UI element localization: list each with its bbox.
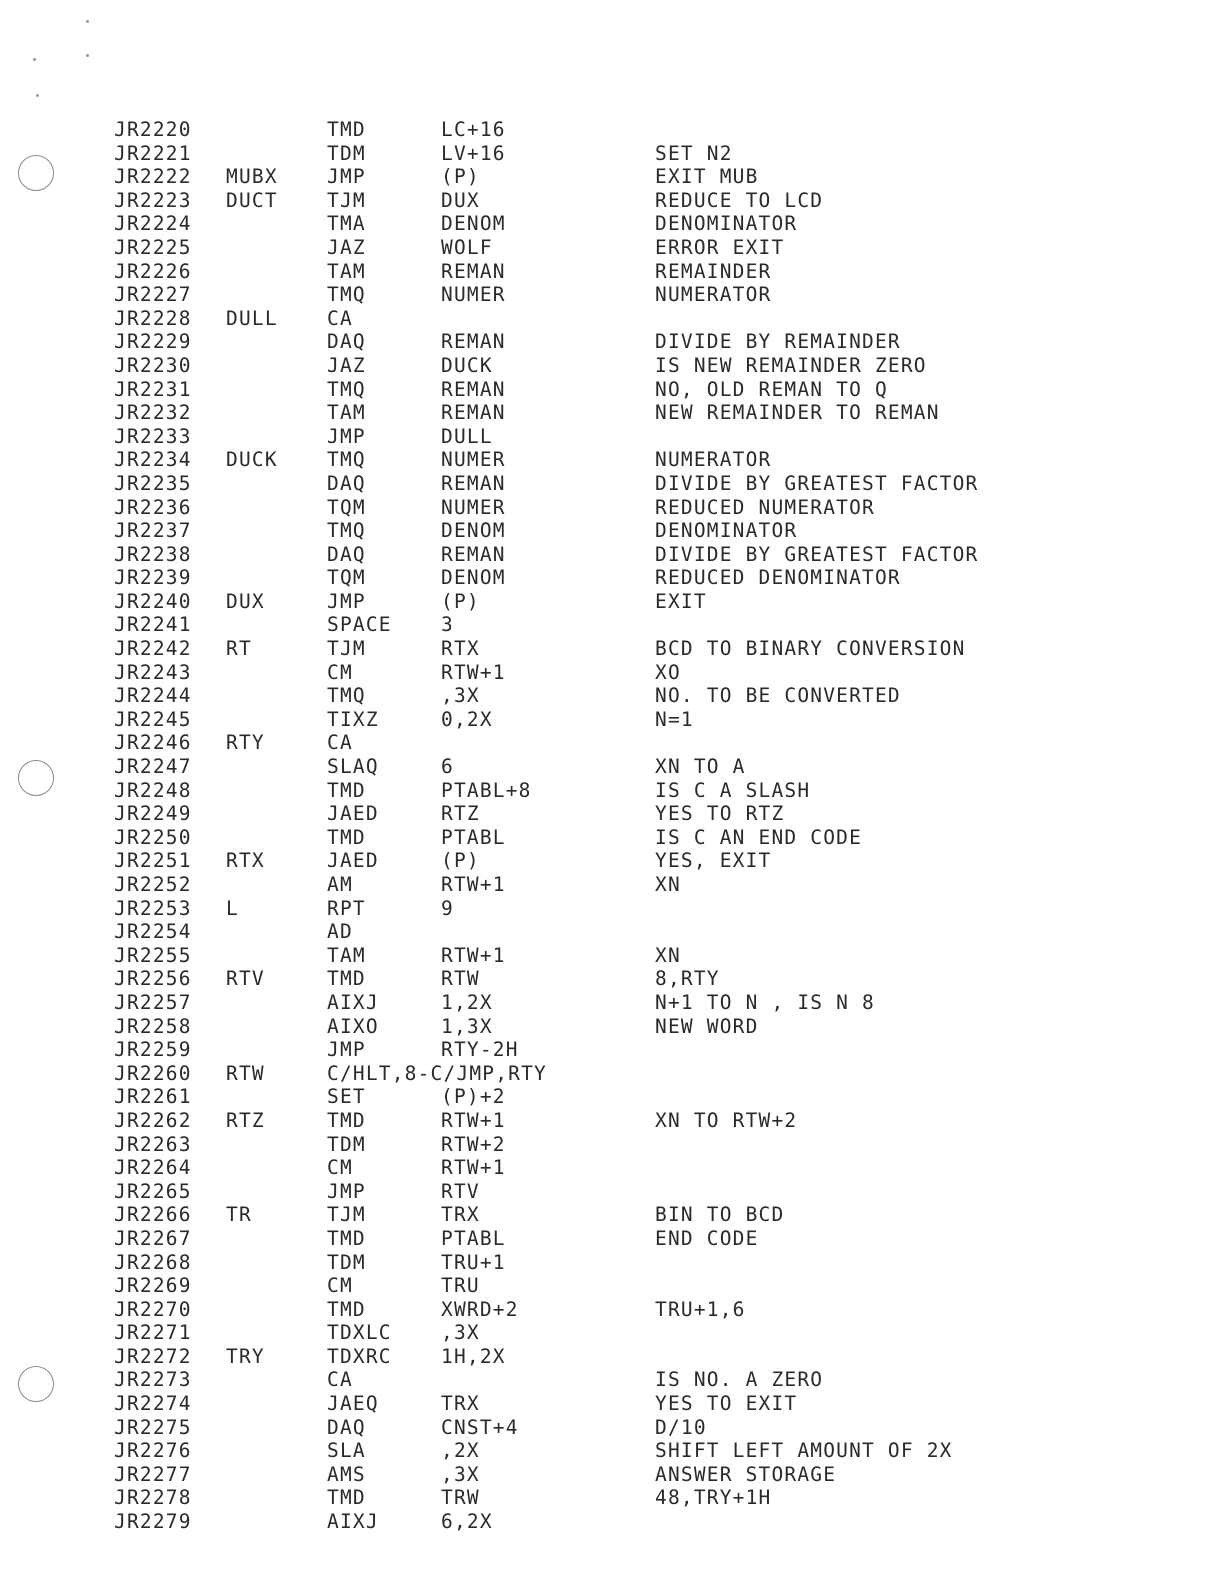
comment-text: NO. TO BE CONVERTED <box>655 684 901 708</box>
operand-field: RTW+2 <box>441 1132 506 1156</box>
sequence-number: JR2229 <box>114 330 192 354</box>
sequence-number: JR2248 <box>114 778 192 802</box>
comment-text: XO <box>655 660 681 684</box>
operation-code: TAM <box>327 401 366 425</box>
symbol-label: RTY <box>226 731 265 755</box>
listing-line <box>0 1203 1224 1227</box>
sequence-number: JR2261 <box>114 1085 192 1109</box>
sequence-number: JR2258 <box>114 1014 192 1038</box>
sequence-number: JR2262 <box>114 1108 192 1132</box>
listing-line <box>0 1274 1224 1298</box>
comment-text: TRU+1,6 <box>655 1297 746 1321</box>
operand-field: 1,2X <box>441 990 493 1014</box>
comment-text: YES TO EXIT <box>655 1392 798 1416</box>
operation-code: CM <box>327 1274 353 1298</box>
operand-field: ,2X <box>441 1439 480 1463</box>
sequence-number: JR2223 <box>114 188 192 212</box>
operation-code: TDM <box>327 1250 366 1274</box>
operand-field: (P) <box>441 849 480 873</box>
comment-text: DENOMINATOR <box>655 212 798 236</box>
listing-line <box>0 1368 1224 1392</box>
operation-code: TMD <box>327 1226 366 1250</box>
listing-line <box>0 684 1224 708</box>
sequence-number: JR2260 <box>114 1061 192 1085</box>
operation-code: SLA <box>327 1439 366 1463</box>
operation-code: JMP <box>327 165 366 189</box>
operation-code: TJM <box>327 637 366 661</box>
operand-field: RTX <box>441 637 480 661</box>
listing-line <box>0 496 1224 520</box>
sequence-number: JR2264 <box>114 1156 192 1180</box>
symbol-label: RTW <box>226 1061 265 1085</box>
operand-field: RTW+1 <box>441 943 506 967</box>
comment-text: BIN TO BCD <box>655 1203 785 1227</box>
sequence-number: JR2221 <box>114 141 192 165</box>
operand-field: LV+16 <box>441 141 506 165</box>
listing-line <box>0 897 1224 921</box>
operand-field: ,3X <box>441 684 480 708</box>
operation-code: TMD <box>327 778 366 802</box>
operand-field: ,3X <box>441 1321 480 1345</box>
sequence-number: JR2240 <box>114 589 192 613</box>
sequence-number: JR2278 <box>114 1486 192 1510</box>
listing-line <box>0 661 1224 685</box>
comment-text: NEW WORD <box>655 1014 759 1038</box>
operation-code: TDM <box>327 141 366 165</box>
operation-code: TMD <box>327 1108 366 1132</box>
operation-code: TMD <box>327 967 366 991</box>
operand-field: RTV <box>441 1179 480 1203</box>
sequence-number: JR2268 <box>114 1250 192 1274</box>
sequence-number: JR2271 <box>114 1321 192 1345</box>
operand-field: (P) <box>441 165 480 189</box>
listing-line <box>0 1392 1224 1416</box>
comment-text: ERROR EXIT <box>655 235 785 259</box>
sequence-number: JR2239 <box>114 566 192 590</box>
listing-line <box>0 1486 1224 1510</box>
operation-code: SPACE <box>327 613 392 637</box>
sequence-number: JR2230 <box>114 353 192 377</box>
operation-code: JMP <box>327 1179 366 1203</box>
listing-line <box>0 378 1224 402</box>
operation-code: TDM <box>327 1132 366 1156</box>
operand-field: ,3X <box>441 1462 480 1486</box>
listing-line <box>0 1439 1224 1463</box>
operation-code: TJM <box>327 188 366 212</box>
comment-text: NO, OLD REMAN TO Q <box>655 377 888 401</box>
listing-line <box>0 1109 1224 1133</box>
listing-line <box>0 637 1224 661</box>
sequence-number: JR2259 <box>114 1038 192 1062</box>
sequence-number: JR2246 <box>114 731 192 755</box>
scan-speck <box>33 58 36 61</box>
comment-text: N+1 TO N , IS N 8 <box>655 990 875 1014</box>
comment-text: D/10 <box>655 1415 707 1439</box>
listing-line <box>0 425 1224 449</box>
sequence-number: JR2254 <box>114 920 192 944</box>
listing-line <box>0 330 1224 354</box>
operand-field: LC+16 <box>441 118 506 141</box>
operation-code: TDXRC <box>327 1344 392 1368</box>
comment-text: YES TO RTZ <box>655 802 785 826</box>
listing-line <box>0 401 1224 425</box>
operand-field: DULL <box>441 424 493 448</box>
comment-text: XN <box>655 873 681 896</box>
sequence-number: JR2270 <box>114 1297 192 1321</box>
sequence-number: JR2241 <box>114 613 192 637</box>
listing-line <box>0 1038 1224 1062</box>
sequence-number: JR2234 <box>114 448 192 472</box>
operand-field: (P) <box>441 589 480 613</box>
operand-field: REMAN <box>441 542 506 566</box>
comment-text: ANSWER STORAGE <box>655 1462 837 1486</box>
operation-code: AIXO <box>327 1014 379 1038</box>
comment-text: NEW REMAINDER TO REMAN <box>655 401 940 425</box>
listing-line <box>0 1062 1224 1086</box>
operand-field: RTW <box>441 967 480 991</box>
comment-text: END CODE <box>655 1226 759 1250</box>
comment-text: IS NEW REMAINDER ZERO <box>655 353 927 377</box>
listing-line <box>0 1298 1224 1322</box>
comment-text: SHIFT LEFT AMOUNT OF 2X <box>655 1439 953 1463</box>
sequence-number: JR2273 <box>114 1368 192 1392</box>
operand-field: CNST+4 <box>441 1415 519 1439</box>
symbol-label: DUCT <box>226 188 278 212</box>
operation-code: JAEQ <box>327 1392 379 1416</box>
listing-line <box>0 590 1224 614</box>
listing-line <box>0 1085 1224 1109</box>
listing-line <box>0 708 1224 732</box>
operand-field: DENOM <box>441 212 506 236</box>
symbol-label: MUBX <box>226 165 278 189</box>
sequence-number: JR2226 <box>114 259 192 283</box>
sequence-number: JR2243 <box>114 660 192 684</box>
sequence-number: JR2256 <box>114 967 192 991</box>
operand-field: 6 <box>441 755 454 779</box>
listing-line <box>0 519 1224 543</box>
symbol-label: TRY <box>226 1344 265 1368</box>
operand-field: TRU <box>441 1274 480 1298</box>
operand-field: RTZ <box>441 802 480 826</box>
scan-speck <box>86 20 89 23</box>
operation-code: JMP <box>327 1038 366 1062</box>
listing-line <box>0 1345 1224 1369</box>
comment-text: REDUCED DENOMINATOR <box>655 566 901 590</box>
operand-field: REMAN <box>441 259 506 283</box>
operand-field: DUX <box>441 188 480 212</box>
operation-code: DAQ <box>327 471 366 495</box>
operand-field: 9 <box>441 896 454 920</box>
operation-code: AMS <box>327 1462 366 1486</box>
operation-code: AIXJ <box>327 990 379 1014</box>
operation-code: TMQ <box>327 448 366 472</box>
operand-field: NUMER <box>441 283 506 307</box>
operand-field: REMAN <box>441 471 506 495</box>
symbol-label: DUX <box>226 589 265 613</box>
comment-text: EXIT <box>655 589 707 613</box>
sequence-number: JR2224 <box>114 212 192 236</box>
operation-code: TMQ <box>327 283 366 307</box>
comment-text: XN TO A <box>655 755 746 779</box>
comment-text: SET N2 <box>655 141 733 165</box>
sequence-number: JR2244 <box>114 684 192 708</box>
listing-line <box>0 448 1224 472</box>
listing-line <box>0 189 1224 213</box>
listing-line <box>0 1180 1224 1204</box>
sequence-number: JR2228 <box>114 306 192 330</box>
symbol-label: TR <box>226 1203 252 1227</box>
operand-field: 3 <box>441 613 454 637</box>
sequence-number: JR2250 <box>114 825 192 849</box>
operation-code: TJM <box>327 1203 366 1227</box>
listing-line <box>0 212 1224 236</box>
operation-code: CM <box>327 1156 353 1180</box>
sequence-number: JR2220 <box>114 118 192 141</box>
comment-text: N=1 <box>655 707 694 731</box>
operation-code: TIXZ <box>327 707 379 731</box>
operand-field: TRW <box>441 1486 480 1510</box>
sequence-number: JR2272 <box>114 1344 192 1368</box>
sequence-number: JR2237 <box>114 519 192 543</box>
operation-code: JMP <box>327 589 366 613</box>
comment-text: DIVIDE BY GREATEST FACTOR <box>655 542 979 566</box>
operand-field: DUCK <box>441 353 493 377</box>
listing-line <box>0 1416 1224 1440</box>
sequence-number: JR2235 <box>114 471 192 495</box>
operation-code: AM <box>327 873 353 896</box>
operation-code: TMD <box>327 1486 366 1510</box>
scan-speck <box>36 94 39 97</box>
listing-line <box>0 1321 1224 1345</box>
operation-code: TDXLC <box>327 1321 392 1345</box>
operand-field: RTW+1 <box>441 1108 506 1132</box>
operand-field: RTW+1 <box>441 1156 506 1180</box>
sequence-number: JR2249 <box>114 802 192 826</box>
listing-line <box>0 142 1224 166</box>
symbol-label: DUCK <box>226 448 278 472</box>
comment-text: DENOMINATOR <box>655 519 798 543</box>
operand-field: (P)+2 <box>441 1085 506 1109</box>
sequence-number: JR2265 <box>114 1179 192 1203</box>
comment-text: IS C AN END CODE <box>655 825 863 849</box>
operation-code: RPT <box>327 896 366 920</box>
assembly-listing <box>0 118 1224 1534</box>
operation-code: CA <box>327 1368 353 1392</box>
listing-line <box>0 944 1224 968</box>
operand-field: REMAN <box>441 377 506 401</box>
listing-line <box>0 779 1224 803</box>
operand-field: RTY-2H <box>441 1038 519 1062</box>
comment-text: IS C A SLASH <box>655 778 811 802</box>
listing-line <box>0 920 1224 944</box>
listing-line <box>0 755 1224 779</box>
listing-line <box>0 165 1224 189</box>
operation-code: AIXJ <box>327 1510 379 1534</box>
operand-field: TRU+1 <box>441 1250 506 1274</box>
operation-code: SET <box>327 1085 366 1109</box>
listing-line <box>0 1156 1224 1180</box>
comment-text: REMAINDER <box>655 259 772 283</box>
operation-code: TMD <box>327 1297 366 1321</box>
comment-text: XN <box>655 943 681 967</box>
operation-code: CM <box>327 660 353 684</box>
sequence-number: JR2279 <box>114 1510 192 1534</box>
operation-code: TMA <box>327 212 366 236</box>
sequence-number: JR2267 <box>114 1226 192 1250</box>
listing-line <box>0 1227 1224 1251</box>
sequence-number: JR2269 <box>114 1274 192 1298</box>
comment-text: YES, EXIT <box>655 849 772 873</box>
comment-text: IS NO. A ZERO <box>655 1368 824 1392</box>
operand-field: NUMER <box>441 448 506 472</box>
operation-code: SLAQ <box>327 755 379 779</box>
comment-text: BCD TO BINARY CONVERSION <box>655 637 966 661</box>
sequence-number: JR2222 <box>114 165 192 189</box>
operation-code: TQM <box>327 495 366 519</box>
operand-field: XWRD+2 <box>441 1297 519 1321</box>
sequence-number: JR2255 <box>114 943 192 967</box>
listing-line <box>0 991 1224 1015</box>
listing-line <box>0 731 1224 755</box>
listing-line <box>0 1510 1224 1534</box>
sequence-number: JR2253 <box>114 896 192 920</box>
operand-field: REMAN <box>441 401 506 425</box>
sequence-number: JR2263 <box>114 1132 192 1156</box>
comment-text: DIVIDE BY GREATEST FACTOR <box>655 471 979 495</box>
listing-line <box>0 1251 1224 1275</box>
operation-code: C/HLT,8-C/JMP,RTY <box>327 1061 547 1085</box>
symbol-label: RT <box>226 637 252 661</box>
operation-code: TAM <box>327 259 366 283</box>
sequence-number: JR2225 <box>114 235 192 259</box>
listing-line <box>0 1463 1224 1487</box>
listing-line <box>0 472 1224 496</box>
operation-code: JAZ <box>327 235 366 259</box>
listing-line <box>0 873 1224 897</box>
operand-field: REMAN <box>441 330 506 354</box>
sequence-number: JR2251 <box>114 849 192 873</box>
sequence-number: JR2252 <box>114 873 192 896</box>
operation-code: TMQ <box>327 377 366 401</box>
listing-line <box>0 307 1224 331</box>
operand-field: PTABL <box>441 1226 506 1250</box>
listing-line <box>0 543 1224 567</box>
operation-code: DAQ <box>327 1415 366 1439</box>
listing-line <box>0 566 1224 590</box>
listing-line <box>0 1015 1224 1039</box>
operation-code: CA <box>327 306 353 330</box>
operation-code: DAQ <box>327 542 366 566</box>
operation-code: JAED <box>327 802 379 826</box>
sequence-number: JR2266 <box>114 1203 192 1227</box>
operand-field: 0,2X <box>441 707 493 731</box>
operand-field: 6,2X <box>441 1510 493 1534</box>
operation-code: TMD <box>327 118 366 141</box>
sequence-number: JR2245 <box>114 707 192 731</box>
operation-code: AD <box>327 920 353 944</box>
comment-text: REDUCED NUMERATOR <box>655 495 875 519</box>
operand-field: PTABL+8 <box>441 778 532 802</box>
comment-text: REDUCE TO LCD <box>655 188 824 212</box>
operand-field: DENOM <box>441 566 506 590</box>
operation-code: JAED <box>327 849 379 873</box>
operand-field: PTABL <box>441 825 506 849</box>
comment-text: NUMERATOR <box>655 283 772 307</box>
symbol-label: DULL <box>226 306 278 330</box>
operand-field: TRX <box>441 1203 480 1227</box>
sequence-number: JR2247 <box>114 755 192 779</box>
scan-speck <box>86 54 89 57</box>
comment-text: 48,TRY+1H <box>655 1486 772 1510</box>
symbol-label: L <box>226 896 239 920</box>
operand-field: WOLF <box>441 235 493 259</box>
listing-line <box>0 849 1224 873</box>
operation-code: TQM <box>327 566 366 590</box>
sequence-number: JR2231 <box>114 377 192 401</box>
listing-line <box>0 802 1224 826</box>
sequence-number: JR2277 <box>114 1462 192 1486</box>
operation-code: JMP <box>327 424 366 448</box>
sequence-number: JR2227 <box>114 283 192 307</box>
listing-line <box>0 354 1224 378</box>
operation-code: JAZ <box>327 353 366 377</box>
comment-text: EXIT MUB <box>655 165 759 189</box>
listing-line <box>0 826 1224 850</box>
operand-field: 1H,2X <box>441 1344 506 1368</box>
sequence-number: JR2276 <box>114 1439 192 1463</box>
listing-line <box>0 236 1224 260</box>
sequence-number: JR2238 <box>114 542 192 566</box>
comment-text: NUMERATOR <box>655 448 772 472</box>
operation-code: DAQ <box>327 330 366 354</box>
listing-line <box>0 1133 1224 1157</box>
operation-code: TAM <box>327 943 366 967</box>
sequence-number: JR2236 <box>114 495 192 519</box>
operation-code: TMQ <box>327 684 366 708</box>
sequence-number: JR2242 <box>114 637 192 661</box>
sequence-number: JR2257 <box>114 990 192 1014</box>
operand-field: TRX <box>441 1392 480 1416</box>
operation-code: TMD <box>327 825 366 849</box>
listing-line <box>0 613 1224 637</box>
operation-code: TMQ <box>327 519 366 543</box>
sequence-number: JR2274 <box>114 1392 192 1416</box>
listing-line <box>0 967 1224 991</box>
symbol-label: RTX <box>226 849 265 873</box>
symbol-label: RTV <box>226 967 265 991</box>
listing-line <box>0 283 1224 307</box>
sequence-number: JR2233 <box>114 424 192 448</box>
listing-line <box>0 118 1224 142</box>
symbol-label: RTZ <box>226 1108 265 1132</box>
operand-field: RTW+1 <box>441 660 506 684</box>
operand-field: 1,3X <box>441 1014 493 1038</box>
listing-line <box>0 260 1224 284</box>
comment-text: XN TO RTW+2 <box>655 1108 798 1132</box>
operand-field: RTW+1 <box>441 873 506 896</box>
comment-text: 8,RTY <box>655 967 720 991</box>
sequence-number: JR2232 <box>114 401 192 425</box>
operation-code: CA <box>327 731 353 755</box>
sequence-number: JR2275 <box>114 1415 192 1439</box>
operand-field: NUMER <box>441 495 506 519</box>
comment-text: DIVIDE BY REMAINDER <box>655 330 901 354</box>
operand-field: DENOM <box>441 519 506 543</box>
